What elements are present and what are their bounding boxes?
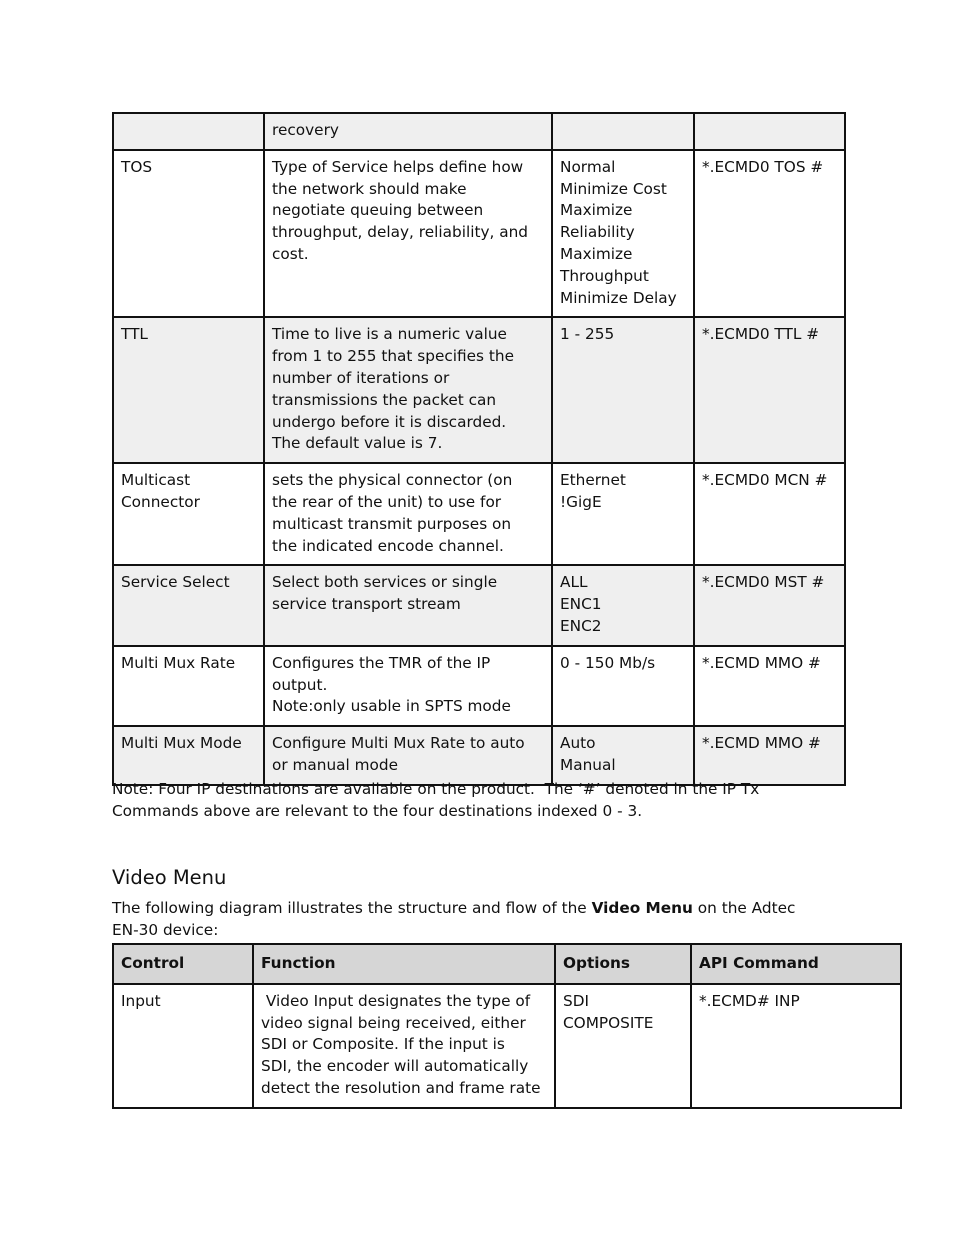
function-cell-line: output. (272, 675, 328, 694)
options-cell (552, 565, 694, 645)
control-cell: TTL (113, 317, 264, 463)
function-cell-line: multicast transmit purposes on (272, 514, 512, 533)
function-cell-line: video signal being received, either (261, 1013, 526, 1032)
control-cell: Multi Mux Rate (113, 646, 264, 726)
note-line-2: Commands above are relevant to the four destinations indexed 0 - 3. (112, 801, 643, 820)
function-cell-line: recovery (272, 121, 339, 139)
ip-settings-table (112, 112, 846, 786)
function-cell (253, 984, 555, 1108)
header-control: Control (113, 944, 253, 984)
function-cell-line: Video Input designates the type of (261, 991, 531, 1010)
control-cell: Service Select (113, 565, 264, 645)
function-cell-line: sets the physical connector (on (272, 471, 513, 490)
function-cell-line: the network should make (272, 179, 467, 198)
api-command-cell: *.ECMD0 MST # (694, 565, 845, 645)
api-command-cell: *.ECMD# INP (691, 984, 901, 1108)
function-cell-line: Configures the TMR of the IP (272, 653, 491, 672)
options-cell-line: Ethernet (560, 471, 626, 490)
options-cell-line: ALL (560, 573, 588, 592)
options-cell (552, 726, 694, 785)
note-line-1: Note: Four IP destinations are available on the product. The ‘#’ denoted in the IP Tx (112, 780, 760, 798)
control-cell (113, 113, 264, 150)
function-cell-line: SDI or Composite. If the input is (261, 1035, 505, 1054)
table-row (113, 565, 845, 645)
function-cell-line: detect the resolution and frame rate (261, 1078, 541, 1097)
options-cell-line: ENC2 (560, 616, 602, 635)
options-cell-line: !GigE (560, 492, 602, 511)
options-cell (552, 463, 694, 565)
function-cell-line: cost. (272, 244, 309, 263)
header-options: Options (555, 944, 691, 984)
api-command-cell (694, 113, 845, 150)
table-row (113, 984, 901, 1108)
options-cell-line: 1 - 255 (560, 325, 615, 344)
table-row (113, 646, 845, 726)
function-cell-line: the indicated encode channel. (272, 536, 504, 555)
options-cell-line: SDI (563, 991, 590, 1010)
function-cell-line: from 1 to 255 that specifies the (272, 347, 514, 366)
video-menu-heading: Video Menu (112, 866, 227, 889)
video-menu-table (112, 943, 902, 1109)
api-command-cell: *.ECMD MMO # (694, 646, 845, 726)
function-cell-line: negotiate queuing between (272, 201, 484, 220)
function-cell-line: undergo before it is discarded. (272, 412, 507, 431)
function-cell (264, 646, 552, 726)
function-cell-line: throughput, delay, reliability, and (272, 223, 529, 242)
video-table-body (113, 984, 901, 1108)
video-menu-intro (112, 898, 852, 942)
api-command-cell: *.ECMD0 TOS # (694, 150, 845, 318)
function-cell-line: The default value is 7. (272, 434, 443, 453)
function-cell-line: SDI, the encoder will automatically (261, 1057, 529, 1076)
function-cell-line: Time to live is a numeric value (272, 325, 507, 344)
header-function: Function (253, 944, 555, 984)
control-cell: Multi Mux Mode (113, 726, 264, 785)
table-row (113, 317, 845, 463)
api-command-cell: *.ECMD MMO # (694, 726, 845, 785)
function-cell (264, 463, 552, 565)
table-row (113, 463, 845, 565)
options-cell (555, 984, 691, 1108)
control-cell: Multicast Connector (113, 463, 264, 565)
function-cell (264, 565, 552, 645)
options-cell-line: COMPOSITE (563, 1013, 654, 1032)
function-cell (264, 726, 552, 785)
options-cell (552, 113, 694, 150)
function-cell-line: Select both services or single (272, 573, 498, 592)
function-cell-line: number of iterations or (272, 368, 450, 387)
intro-text-after: on the Adtec (692, 899, 796, 917)
options-cell-line: Manual (560, 755, 616, 774)
control-cell: TOS (113, 150, 264, 318)
function-cell-line: Note:only usable in SPTS mode (272, 697, 511, 716)
options-cell (552, 646, 694, 726)
options-cell-line: Auto (560, 734, 596, 753)
function-cell (264, 113, 552, 150)
options-cell-line: Throughput (560, 266, 649, 285)
options-cell-line: Minimize Cost (560, 179, 667, 198)
options-cell-line: Maximize (560, 201, 633, 220)
function-cell-line: Configure Multi Mux Rate to auto (272, 734, 525, 753)
options-cell (552, 317, 694, 463)
control-cell: Input (113, 984, 253, 1108)
function-cell (264, 150, 552, 318)
video-table-header-row (113, 944, 901, 984)
api-command-cell: *.ECMD0 TTL # (694, 317, 845, 463)
table-row (113, 726, 845, 785)
ip-table-body (113, 113, 845, 785)
options-cell-line: Maximize (560, 244, 633, 263)
options-cell-line: ENC1 (560, 595, 602, 614)
function-cell (264, 317, 552, 463)
options-cell-line: Reliability (560, 223, 635, 242)
options-cell-line: 0 - 150 Mb/s (560, 653, 656, 672)
intro-bold-video-menu: Video Menu (591, 899, 693, 917)
intro-text-before: The following diagram illustrates the structure and flow of the (112, 899, 592, 917)
function-cell-line: service transport stream (272, 595, 461, 614)
function-cell-line: transmissions the packet can (272, 390, 497, 409)
function-cell-line: Type of Service helps define how (272, 157, 524, 176)
header-api-command: API Command (691, 944, 901, 984)
options-cell (552, 150, 694, 318)
intro-line-2: EN-30 device: (112, 920, 219, 939)
function-cell-line: or manual mode (272, 755, 399, 774)
function-cell-line: the rear of the unit) to use for (272, 492, 502, 511)
ip-destinations-note (112, 779, 832, 823)
table-row (113, 113, 845, 150)
table-row (113, 150, 845, 318)
options-cell-line: Normal (560, 157, 616, 176)
options-cell-line: Minimize Delay (560, 288, 677, 307)
api-command-cell: *.ECMD0 MCN # (694, 463, 845, 565)
